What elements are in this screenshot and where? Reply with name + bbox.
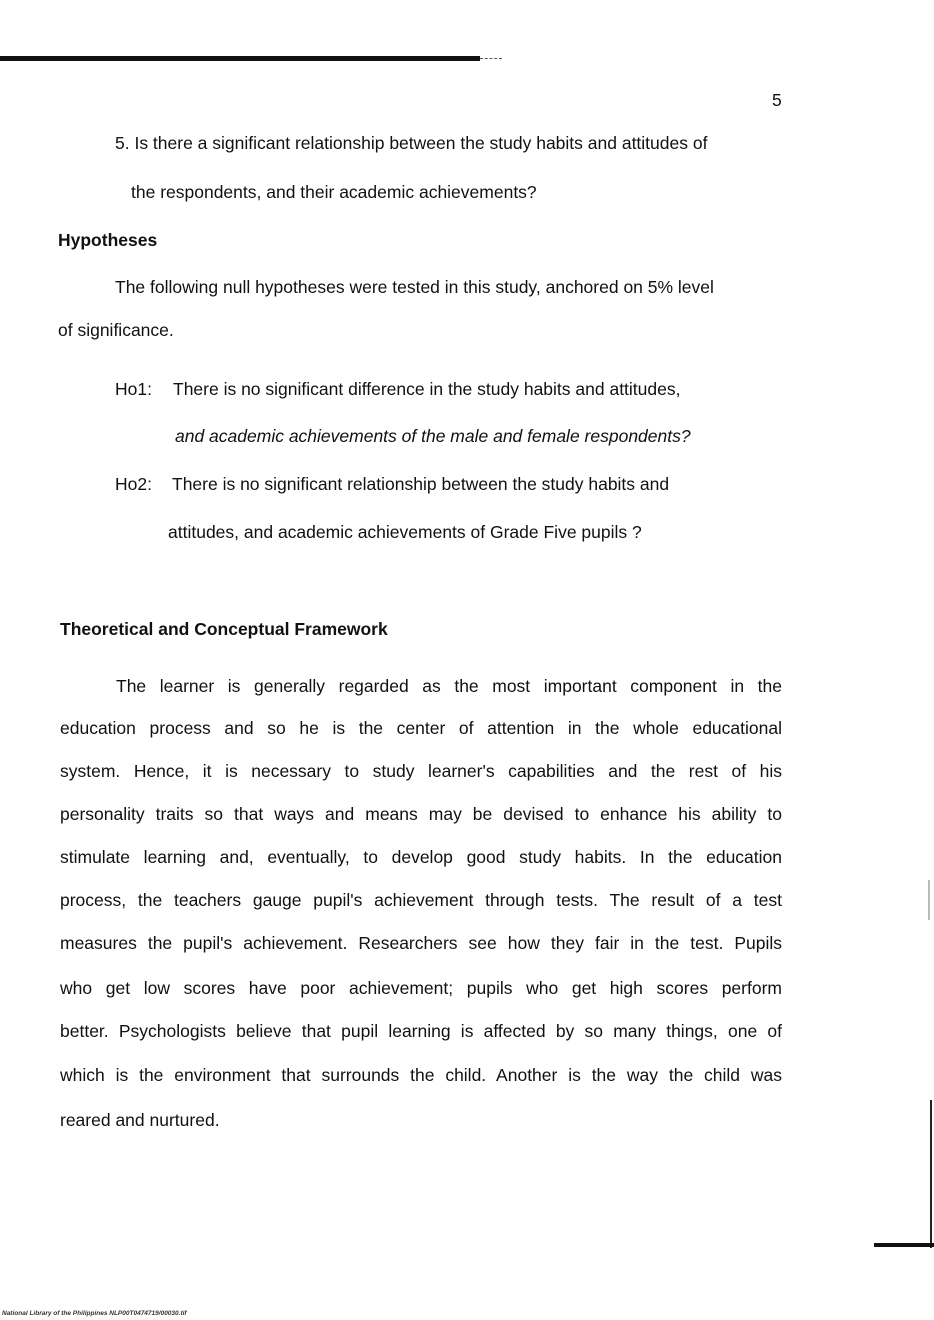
- footer-stamp: National Library of the Philippines NLP00T0474719/00030.tif: [2, 1310, 187, 1317]
- scan-top-dash: [480, 58, 502, 59]
- scan-edge-mark: [928, 880, 930, 920]
- page-number: 5: [772, 90, 782, 110]
- framework-line: education process and so he is the center of attention in the whole educational: [60, 718, 782, 738]
- question-5-line-1: 5. Is there a significant relationship between the study habits and attitudes of: [115, 133, 708, 153]
- framework-line: The learner is generally regarded as the most important component in the: [116, 676, 782, 696]
- ho2-line-2: attitudes, and academic achievements of Grade Five pupils ?: [168, 522, 642, 542]
- framework-line: measures the pupil's achievement. Researchers see how they fair in the test. Pupils: [60, 933, 782, 953]
- framework-line: better. Psychologists believe that pupil learning is affected by so many things, one of: [60, 1021, 782, 1041]
- framework-line: process, the teachers gauge pupil's achievement through tests. The result of a test: [60, 890, 782, 910]
- framework-line: stimulate learning and, eventually, to develop good study habits. In the education: [60, 847, 782, 867]
- framework-line: who get low scores have poor achievement; pupils who get high scores perform: [60, 978, 782, 998]
- ho1-label: Ho1:: [115, 379, 152, 399]
- hypotheses-intro-line-2: of significance.: [58, 320, 174, 340]
- framework-line: system. Hence, it is necessary to study learner's capabilities and the rest of his: [60, 761, 782, 781]
- framework-line: which is the environment that surrounds the child. Another is the way the child was: [60, 1065, 782, 1085]
- framework-line: reared and nurtured.: [60, 1110, 220, 1130]
- scan-edge-line: [930, 1100, 932, 1248]
- ho1-line-1: There is no significant difference in the study habits and attitudes,: [173, 379, 681, 399]
- ho2-line-1: There is no significant relationship between the study habits and: [172, 474, 670, 494]
- ho2-label: Ho2:: [115, 474, 152, 494]
- framework-line: personality traits so that ways and means may be devised to enhance his ability to: [60, 804, 782, 824]
- hypotheses-heading: Hypotheses: [58, 230, 158, 250]
- ho1-line-2: and academic achievements of the male and female respondents?: [175, 426, 691, 446]
- scan-top-bar: [0, 56, 480, 61]
- question-5-line-2: the respondents, and their academic achievements?: [131, 182, 537, 202]
- scan-edge-foot: [874, 1243, 934, 1247]
- hypotheses-intro-line-1: The following null hypotheses were tested in this study, anchored on 5% level: [115, 277, 714, 297]
- framework-heading: Theoretical and Conceptual Framework: [60, 619, 388, 639]
